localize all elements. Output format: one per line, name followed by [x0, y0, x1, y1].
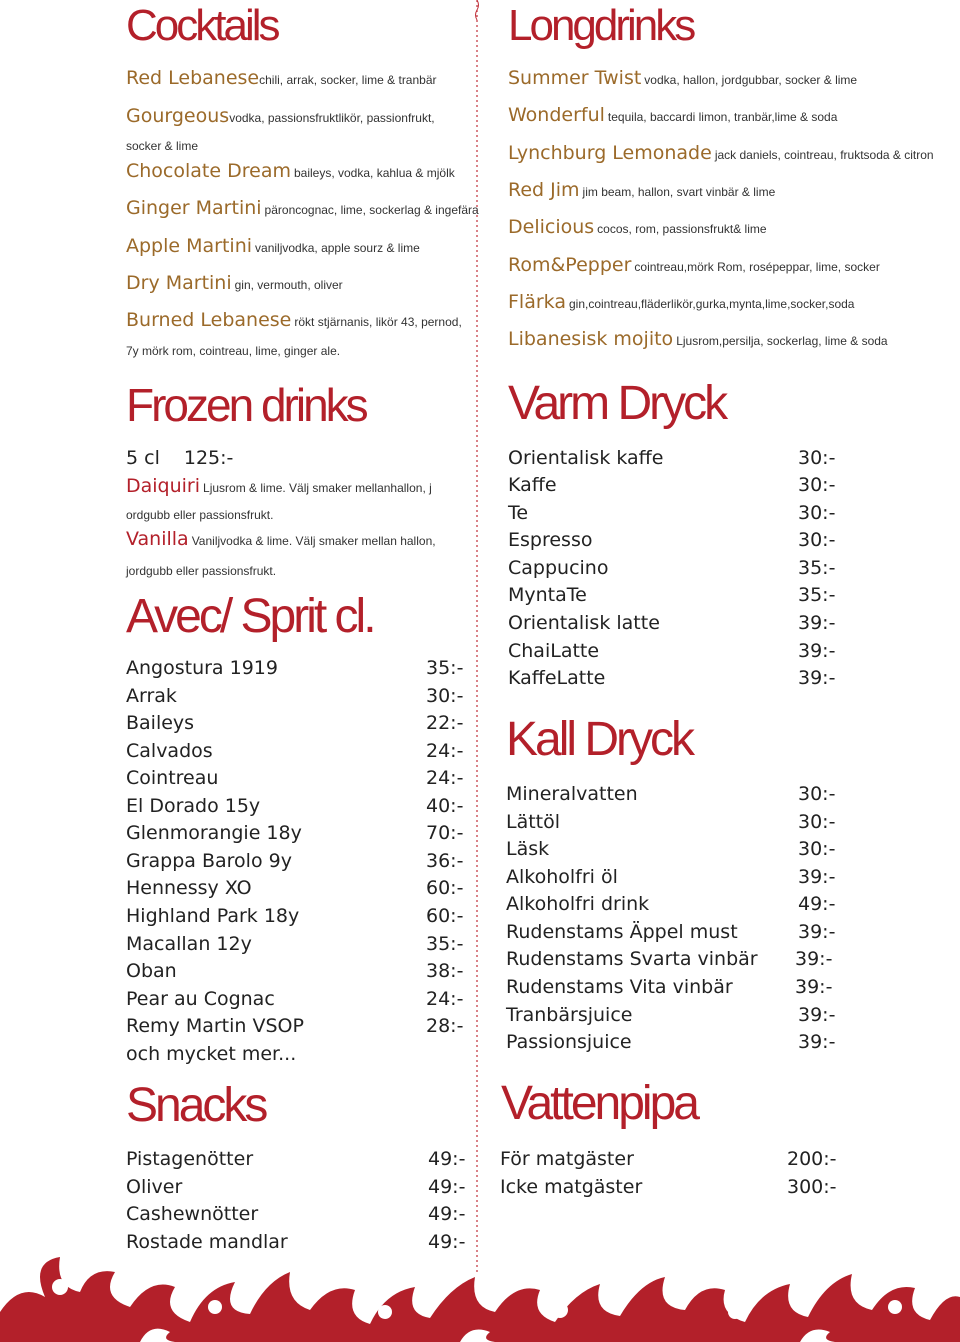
- menu-item: Delicious cocos, rom, passionsfrukt& lime: [508, 216, 767, 238]
- menu-item: Daiquiri Ljusrom & lime. Välj smaker mellanhallon, j: [126, 475, 432, 497]
- menu-item: Red Lebanesechili, arrak, socker, lime & tranbär: [126, 67, 437, 89]
- menu-item: Burned Lebanese rökt stjärnanis, likör 43, pernod,: [126, 309, 462, 331]
- menu-item: Chocolate Dream baileys, vodka, kahlua & mjölk: [126, 160, 455, 182]
- menu-item: Wonderful tequila, baccardi limon, tranbär,lime & soda: [508, 104, 838, 126]
- warm-title: Varm Dryck: [508, 377, 726, 430]
- menu-item: Dry Martini gin, vermouth, oliver: [126, 272, 343, 294]
- item-description-continued: socker & lime: [126, 139, 199, 153]
- menu-item: Apple Martini vaniljvodka, apple sourz & lime: [126, 235, 420, 257]
- column-divider: [474, 0, 480, 1275]
- cold-title: Kall Dryck: [506, 713, 693, 766]
- menu-item: Vanilla Vaniljvodka & lime. Välj smaker mellan hallon,: [126, 528, 436, 550]
- menu-item: Flärka gin,cointreau,fläderlikör,gurka,mynta,lime,socker,soda: [508, 291, 855, 313]
- item-description-continued: jordgubb eller passionsfrukt.: [126, 564, 277, 578]
- frozen-title: Frozen drinks: [126, 379, 366, 431]
- cocktails-title: Cocktails: [126, 1, 278, 50]
- menu-item: Summer Twist vodka, hallon, jordgubbar, socker & lime: [508, 67, 858, 89]
- avec-title: Avec/ Sprit cl.: [126, 590, 374, 643]
- avec-more: och mycket mer...: [126, 1043, 297, 1065]
- menu-item: Libanesisk mojito Ljusrom,persilja, sockerlag, lime & soda: [508, 328, 888, 350]
- menu-item: Rom&Pepper cointreau,mörk Rom, rosépeppar, lime, socker: [508, 254, 880, 276]
- longdrinks-title: Longdrinks: [508, 1, 694, 50]
- item-description-continued: ordgubb eller passionsfrukt.: [126, 508, 274, 522]
- menu-item: Gourgeousvodka, passionsfruktlikör, passionfrukt,: [126, 105, 435, 127]
- snacks-title: Snacks: [126, 1079, 266, 1132]
- menu-item: Lynchburg Lemonade jack daniels, cointreau, fruktsoda & citron: [508, 142, 934, 164]
- decorative-swirl-border: [0, 1252, 960, 1342]
- menu-item: Red Jim jim beam, hallon, svart vinbär & lime: [508, 179, 776, 201]
- frozen-size-price: 5 cl 125:-: [126, 447, 234, 469]
- hookah-title: Vattenpipa: [501, 1077, 697, 1130]
- menu-item: Ginger Martini päroncognac, lime, sockerlag & ingefära: [126, 197, 479, 219]
- item-description-continued: 7y mörk rom, cointreau, lime, ginger ale.: [126, 344, 341, 358]
